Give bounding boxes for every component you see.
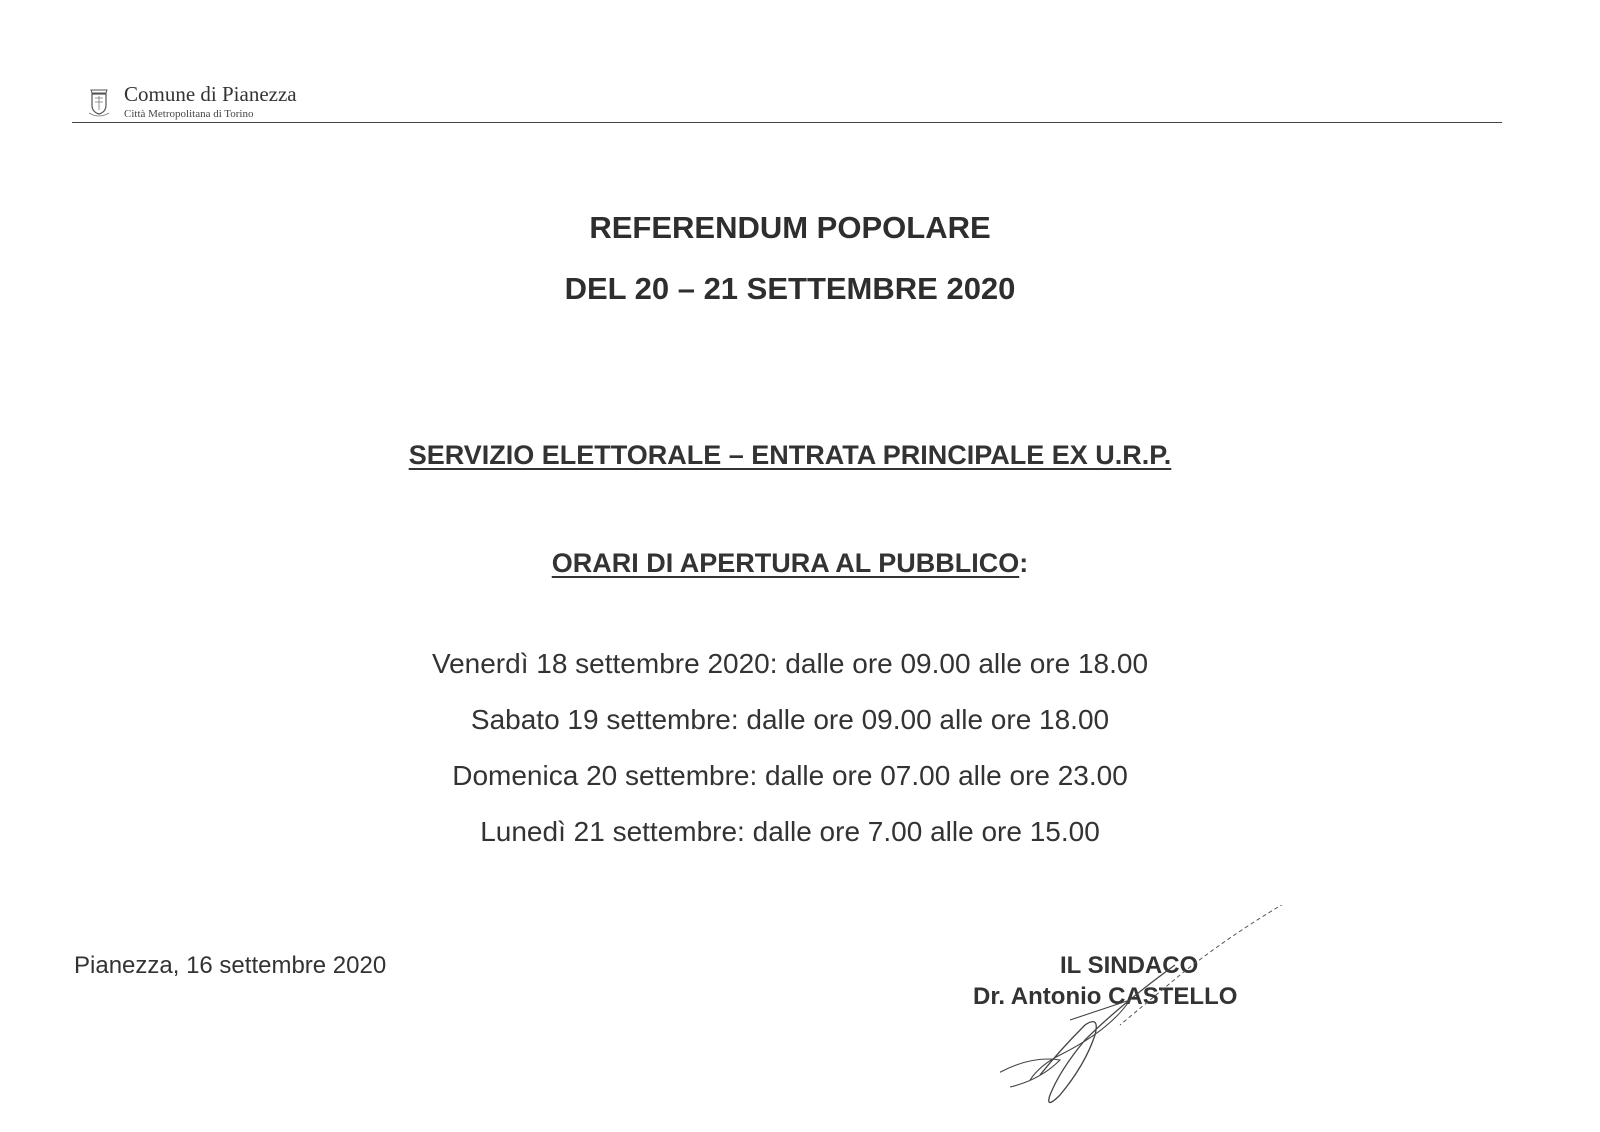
signer-name: Dr. Antonio CASTELLO — [973, 983, 1238, 1010]
opening-hours-item: Sabato 19 settembre: dalle ore 09.00 alle ore 18.00 — [470, 704, 1110, 735]
opening-hours-item: Venerdì 18 settembre 2020: dalle ore 09.00 alle ore 18.00 — [431, 648, 1149, 679]
opening-hours-heading — [0, 548, 1580, 579]
letterhead — [86, 82, 686, 122]
opening-hours-list — [0, 646, 1580, 870]
org-subtitle: Città Metropolitana di Torino — [124, 108, 254, 120]
service-location — [0, 440, 1580, 471]
org-name: Comune di Pianezza — [124, 82, 297, 106]
document-title-line-2: DEL 20 – 21 SETTEMBRE 2020 — [564, 271, 1016, 306]
document-title-line-1: REFERENDUM POPOLARE — [589, 210, 991, 245]
service-location-text: SERVIZIO ELETTORALE – ENTRATA PRINCIPALE EX U.R.P. — [408, 440, 1172, 470]
municipal-crest-icon — [86, 86, 112, 118]
opening-hours-heading-colon: : — [1019, 548, 1029, 578]
header-divider — [72, 122, 1502, 123]
opening-hours-heading-text: ORARI DI APERTURA AL PUBBLICO — [551, 548, 1020, 578]
signer-role: IL SINDACO — [1060, 952, 1199, 979]
handwritten-signature — [1000, 905, 1300, 1125]
place-and-date: Pianezza, 16 settembre 2020 — [74, 952, 387, 979]
opening-hours-item: Lunedì 21 settembre: dalle ore 7.00 alle ore 15.00 — [480, 816, 1100, 847]
opening-hours-item: Domenica 20 settembre: dalle ore 07.00 alle ore 23.00 — [452, 760, 1128, 791]
